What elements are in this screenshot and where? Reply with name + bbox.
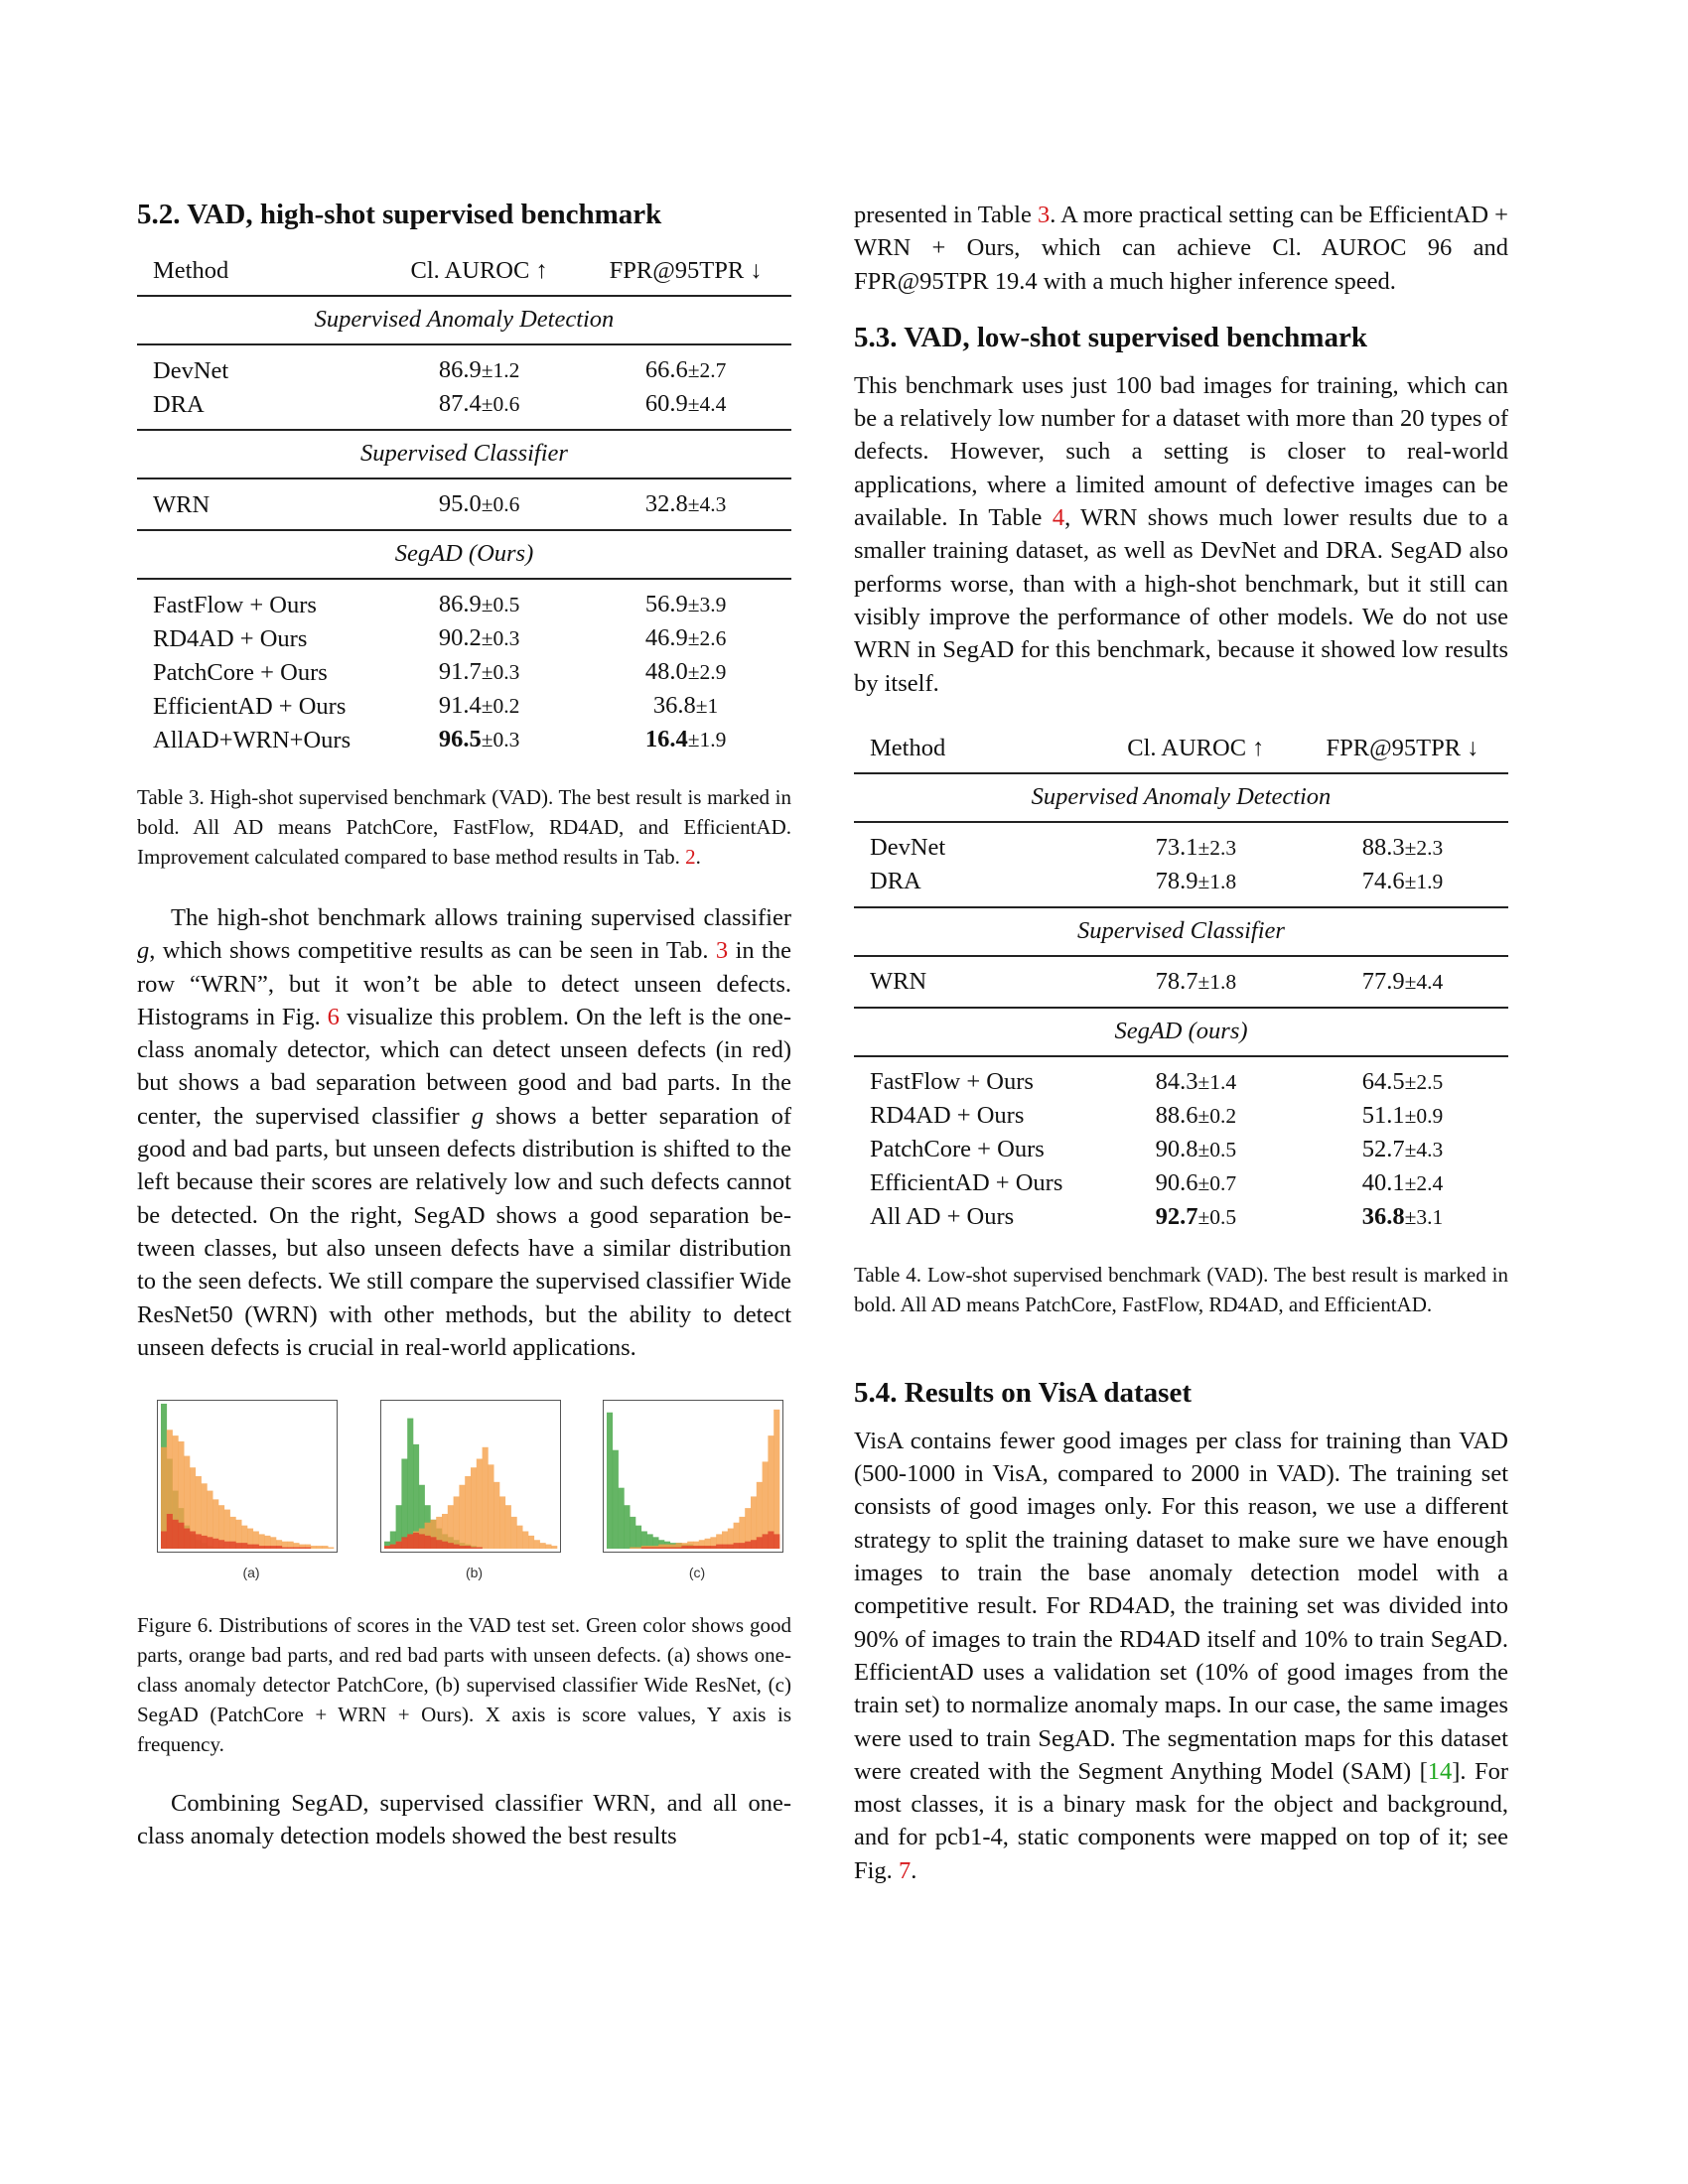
- row-method: EfficientAD + Ours: [870, 1169, 1063, 1197]
- table-row: [854, 1056, 1508, 1099]
- table-section-row: [854, 907, 1508, 956]
- histogram-bar-bad: [539, 1543, 545, 1549]
- histogram-bar-unseen: [264, 1546, 270, 1549]
- fpr-cell: 74.6±1.9: [1361, 867, 1444, 894]
- row-method: PatchCore + Ours: [870, 1136, 1045, 1163]
- fpr-cell: 48.0±2.9: [644, 658, 727, 685]
- fpr-cell: 46.9±2.6: [644, 624, 727, 651]
- section-heading-5-3: 5.3. VAD, low-shot supervised benchmark: [854, 321, 1367, 353]
- histogram-bar-unseen: [247, 1545, 253, 1549]
- table-row: [137, 478, 791, 530]
- auroc-cell: 95.0±0.6: [438, 490, 520, 517]
- table-section-row: [137, 530, 791, 579]
- fpr-cell: 77.9±4.4: [1361, 967, 1444, 995]
- histogram-bar-bad: [551, 1546, 557, 1549]
- row-method: FastFlow + Ours: [153, 591, 317, 618]
- section-title-supervised-classifier: Supervised Classifier: [854, 907, 1508, 956]
- histogram-bar-unseen: [664, 1548, 670, 1549]
- histogram-bar-unseen: [436, 1540, 442, 1549]
- histogram-bar-unseen: [757, 1537, 763, 1549]
- fpr-cell: 36.8±1: [652, 692, 719, 719]
- histogram-bar-bad: [328, 1548, 334, 1549]
- histogram-bar-good: [619, 1488, 625, 1549]
- histogram-bar-unseen: [401, 1537, 407, 1549]
- histogram-bar-unseen: [161, 1532, 167, 1550]
- row-method: DevNet: [870, 834, 946, 862]
- auroc-cell: 86.9±0.5: [438, 591, 520, 617]
- histogram-bar-bad: [317, 1546, 323, 1549]
- histogram-bar-unseen: [471, 1548, 477, 1549]
- histogram-bar-bad: [482, 1447, 488, 1549]
- fpr-cell: 51.1±0.9: [1361, 1101, 1444, 1129]
- histogram-bar-good: [607, 1413, 613, 1549]
- histogram-bar-bad: [510, 1517, 516, 1549]
- histogram-bar-bad: [465, 1476, 471, 1549]
- histogram-bar-unseen: [658, 1548, 664, 1549]
- histogram-bar-unseen: [288, 1548, 294, 1549]
- histogram-bar-unseen: [178, 1523, 184, 1549]
- histogram-panel-a: [157, 1400, 346, 1580]
- table-ref-link[interactable]: 2: [685, 845, 696, 869]
- histogram-bar-unseen: [442, 1542, 448, 1549]
- histogram-bar-unseen: [728, 1545, 734, 1549]
- histogram-bar-unseen: [453, 1545, 459, 1549]
- figure-ref-link[interactable]: 7: [898, 1856, 912, 1884]
- table-row: [137, 344, 791, 387]
- right-column: [854, 197, 1508, 1887]
- row-method: RD4AD + Ours: [870, 1102, 1025, 1130]
- column-header-method: Method: [870, 734, 946, 761]
- histogram-bar-unseen: [241, 1543, 247, 1549]
- section-title-supervised-ad: Supervised Anomaly Detection: [137, 296, 791, 344]
- fpr-cell: 64.5±2.5: [1361, 1067, 1444, 1095]
- table-ref-link[interactable]: 3: [715, 937, 729, 965]
- table-header-row: [854, 730, 1508, 773]
- auroc-cell: 78.7±1.8: [1155, 967, 1237, 995]
- auroc-cell: 88.6±0.2: [1155, 1101, 1237, 1129]
- auroc-cell: 87.4±0.6: [438, 390, 520, 417]
- histogram-bar-unseen: [293, 1548, 299, 1549]
- figure-6-caption: Figure 6. Distributions of scores in the VAD test set. Green color shows good parts, orange bad parts, and red bad parts with unseen defects. (a) shows one-class anomaly detector PatchCore, (b) supervised classifier Wide ResNet, (c) SegAD (PatchCore + WRN + Ours). X axis is score values, Y axis is frequency.: [137, 1613, 791, 1757]
- histogram-bar-unseen: [224, 1542, 230, 1549]
- histogram-bar-good: [407, 1419, 413, 1549]
- histogram-bar-unseen: [465, 1546, 471, 1549]
- table-row: [137, 689, 791, 723]
- table-section-row: [137, 296, 791, 344]
- table-row: [854, 1166, 1508, 1200]
- histogram-bar-bad: [635, 1548, 641, 1549]
- row-method: WRN: [153, 490, 211, 518]
- histogram-bar-good: [624, 1505, 630, 1549]
- table-row: [854, 1099, 1508, 1133]
- histogram-bar-unseen: [774, 1535, 779, 1550]
- histogram-bar-bad: [493, 1482, 499, 1549]
- histogram-panel-b: [380, 1400, 569, 1580]
- histogram-bar-unseen: [670, 1548, 676, 1549]
- row-method: AllAD+WRN+Ours: [153, 726, 352, 753]
- table-row: [137, 655, 791, 689]
- histogram-bar-unseen: [218, 1540, 224, 1549]
- histogram-bar-bad: [630, 1548, 635, 1549]
- histogram-bar-bad: [471, 1467, 477, 1549]
- histogram-bar-unseen: [184, 1529, 190, 1549]
- row-method: EfficientAD + Ours: [153, 692, 347, 720]
- histogram-bar-unseen: [305, 1548, 311, 1549]
- histogram-bar-bad: [453, 1497, 459, 1550]
- histogram-bar-good: [401, 1459, 407, 1550]
- table-header-row: [137, 252, 791, 296]
- histogram-bar-unseen: [253, 1545, 259, 1549]
- row-method: WRN: [870, 968, 927, 996]
- histogram-bar-unseen: [207, 1537, 212, 1549]
- table-4: [854, 730, 1508, 1234]
- histogram-bar-bad: [447, 1505, 453, 1549]
- histogram-bar-unseen: [299, 1548, 305, 1549]
- histogram-bar-unseen: [413, 1533, 419, 1549]
- table-4-caption: Table 4. Low-shot supervised benchmark (VAD). The best result is marked in bold. All AD means PatchCore, FastFlow, RD4AD, and EfficientAD.: [854, 1262, 1508, 1316]
- fpr-cell-best: 16.4±1.9: [644, 726, 727, 752]
- table-row: [137, 579, 791, 621]
- histogram-bar-unseen: [676, 1548, 682, 1549]
- histogram-bar-unseen: [716, 1545, 722, 1549]
- auroc-cell: 73.1±2.3: [1155, 833, 1237, 861]
- histogram-bar-bad: [528, 1536, 534, 1549]
- panel-label-a: (a): [242, 1565, 260, 1581]
- histogram-bar-bad: [488, 1464, 493, 1549]
- histogram-bar-unseen: [418, 1535, 424, 1550]
- section-title-supervised-classifier: Supervised Classifier: [137, 430, 791, 478]
- histogram-bar-unseen: [212, 1539, 218, 1549]
- table-row: [854, 1133, 1508, 1166]
- column-header-auroc: Cl. AUROC ↑: [410, 257, 548, 284]
- histogram-bar-good: [613, 1450, 619, 1549]
- histogram-bar-unseen: [763, 1535, 769, 1550]
- section-heading-5-2: 5.2. VAD, high-shot supervised benchmark: [137, 199, 662, 230]
- histogram-bar-unseen: [173, 1520, 179, 1549]
- histogram-bar-bad: [476, 1459, 482, 1550]
- histogram-bar-unseen: [276, 1546, 282, 1549]
- auroc-cell: 90.2±0.3: [438, 624, 520, 651]
- table-ref-link[interactable]: 4: [1052, 504, 1065, 532]
- histogram-bar-unseen: [751, 1540, 757, 1549]
- column-header-auroc: Cl. AUROC ↑: [1127, 734, 1265, 761]
- histogram-bar-unseen: [745, 1542, 751, 1549]
- auroc-cell: 91.7±0.3: [438, 658, 520, 685]
- histogram-bar-bad: [322, 1546, 328, 1549]
- paragraph-continued: presented in Table 3. A more practical setting can be EfficientAD + WRN + Ours, which can achieve Cl. AUROC 96 and FPR@95TPR 19.4 with a much higher inference speed.: [854, 202, 1508, 295]
- histogram-bar-bad: [504, 1505, 510, 1549]
- row-method: DevNet: [153, 356, 229, 384]
- row-method: FastFlow + Ours: [870, 1068, 1034, 1096]
- figure-6-panels: [137, 1400, 791, 1580]
- histogram-a: [157, 1400, 338, 1553]
- table-3-caption: Table 3. High-shot supervised benchmark (VAD). The best result is marked in bold. All AD means PatchCore, FastFlow, RD4AD, and EfficientAD. Improvement calculated compared to base method results in Tab. 2.: [137, 785, 791, 869]
- row-method: RD4AD + Ours: [153, 624, 308, 652]
- panel-label-c: (c): [688, 1565, 706, 1581]
- table-row: [854, 1200, 1508, 1234]
- histogram-bar-unseen: [270, 1546, 276, 1549]
- histogram-bar-bad: [499, 1497, 505, 1550]
- auroc-cell: 91.4±0.2: [438, 692, 520, 719]
- histogram-bar-bad: [311, 1546, 317, 1549]
- fpr-cell: 52.7±4.3: [1361, 1135, 1444, 1162]
- histogram-bar-unseen: [235, 1543, 241, 1549]
- histogram-bar-bad: [459, 1485, 465, 1549]
- histogram-bar-unseen: [681, 1546, 687, 1549]
- histogram-bar-unseen: [705, 1546, 711, 1549]
- auroc-cell: 90.8±0.5: [1155, 1135, 1237, 1162]
- row-method: DRA: [153, 390, 205, 418]
- column-header-method: Method: [153, 257, 229, 284]
- histogram-bar-good: [635, 1526, 641, 1549]
- row-method: All AD + Ours: [870, 1203, 1015, 1231]
- left-column: [137, 197, 791, 1853]
- histogram-bar-unseen: [384, 1546, 390, 1549]
- section-heading-5-4: 5.4. Results on VisA dataset: [854, 1376, 1192, 1409]
- row-method: PatchCore + Ours: [153, 658, 328, 686]
- histogram-bar-unseen: [734, 1543, 740, 1549]
- histogram-bar-unseen: [652, 1548, 658, 1549]
- histogram-bar-unseen: [202, 1536, 208, 1549]
- histogram-bar-unseen: [389, 1545, 395, 1549]
- histogram-c: [603, 1400, 783, 1553]
- histogram-bar-unseen: [395, 1542, 401, 1549]
- histogram-bar-unseen: [259, 1546, 265, 1549]
- histogram-bar-unseen: [768, 1532, 774, 1550]
- section-title-segad: SegAD (ours): [854, 1008, 1508, 1056]
- histogram-bar-unseen: [196, 1535, 202, 1550]
- histogram-bar-bad: [533, 1540, 539, 1549]
- panel-label-b: (b): [465, 1565, 484, 1581]
- table-section-row: [854, 1008, 1508, 1056]
- fpr-cell: 88.3±2.3: [1361, 833, 1444, 861]
- table-3: [137, 252, 791, 756]
- section-title-segad: SegAD (Ours): [137, 530, 791, 579]
- table-row: [854, 865, 1508, 907]
- histogram-bar-unseen: [190, 1532, 196, 1550]
- histogram-bar-unseen: [430, 1537, 436, 1549]
- histogram-bar-unseen: [167, 1514, 173, 1549]
- row-method: DRA: [870, 868, 921, 895]
- histogram-bar-bad: [516, 1526, 522, 1549]
- histogram-b: [380, 1400, 561, 1553]
- histogram-bar-bad: [545, 1545, 551, 1549]
- paragraph-high-shot: The high-shot benchmark allows training supervised classifier g, which shows competitive results as can be seen in Tab. 3 in the row “WRN”, but it won’t be able to detect unseen defects. Histograms in Fig. 6 visualize this problem. On the left is the one-class anomaly detector, which can detect unseen defects (in red) but shows a bad separation between good and bad parts. In the center, the supervised classifier g shows a better separation of good and bad parts, but unseen defects distribution is shifted to the left because their scores are relatively low and such defects cannot be detected. On the right, SegAD shows a good separation between classes, but also unseen defects have a similar distribution to the seen defects. We still compare the supervised classifier Wide ResNet50 (WRN) with other methods, but the ability to detect unseen defects is crucial in real-world applications.: [137, 904, 791, 1361]
- table-ref-link[interactable]: 3: [1037, 202, 1051, 228]
- column-header-fpr: FPR@95TPR ↓: [609, 257, 763, 284]
- figure-6: [137, 1400, 791, 1759]
- table-section-row: [137, 430, 791, 478]
- fpr-cell: 56.9±3.9: [644, 591, 727, 617]
- auroc-cell: 78.9±1.8: [1155, 867, 1237, 894]
- paragraph-low-shot: This benchmark uses just 100 bad images for training, which can be a relatively low number for a dataset with more than 20 types of defects. However, such a setting is closer to real-world applications, where a limited amount of defective images can be available. In Table 4, WRN shows much lower results due to a smaller training dataset, as well as DevNet and DRA. SegAD also performs worse, than with a high-shot benchmark, but it still can visibly improve the performance of other models. We do not use WRN in SegAD for this benchmark, because it showed low results by itself.: [854, 371, 1508, 697]
- histogram-bar-unseen: [687, 1546, 693, 1549]
- histogram-bar-unseen: [476, 1548, 482, 1549]
- auroc-cell-best: 92.7±0.5: [1155, 1202, 1237, 1230]
- paragraph-visa: VisA contains fewer good images per class for training than VAD (500-1000 in VisA, compared to 2000 in VAD). The training set consists of good images only. For this reason, we use a different strategy to split the training dataset to make sure we have enough images to train the base anomaly detection model with a competitive result. For RD4AD, the training set was divided into 90% of images to train the RD4AD itself and 10% to train SegAD. EfficientAD uses a validation set (10% of good images from the train set) to normalize anomaly maps. In our case, the same images were used to train SegAD. The segmentation maps for this dataset were created with the Segment Anything Model (SAM) [14]. For most classes, it is a binary mask for the object and background, and for pcb1-4, static components were mapped on top of it; see Fig. 7.: [854, 1427, 1508, 1884]
- table-row: [137, 723, 791, 756]
- histogram-bar-unseen: [230, 1542, 236, 1549]
- histogram-bar-unseen: [641, 1548, 647, 1549]
- auroc-cell: 90.6±0.7: [1155, 1168, 1237, 1196]
- histogram-bar-bad: [774, 1410, 779, 1549]
- histogram-bar-unseen: [710, 1546, 716, 1549]
- table-row: [854, 956, 1508, 1008]
- histogram-bar-unseen: [407, 1535, 413, 1550]
- fpr-cell: 66.6±2.7: [644, 356, 727, 383]
- column-header-fpr: FPR@95TPR ↓: [1326, 734, 1479, 761]
- histogram-bar-unseen: [424, 1536, 430, 1549]
- citation-link[interactable]: 14: [1427, 1757, 1453, 1785]
- histogram-panel-c: [603, 1400, 791, 1580]
- histogram-bar-unseen: [282, 1548, 288, 1549]
- histogram-bar-unseen: [739, 1543, 745, 1549]
- histogram-bar-unseen: [459, 1546, 465, 1549]
- table-row: [137, 621, 791, 655]
- section-title-supervised-ad: Supervised Anomaly Detection: [854, 773, 1508, 822]
- auroc-cell: 86.9±1.2: [438, 356, 520, 383]
- table-row: [137, 387, 791, 430]
- fpr-cell: 60.9±4.4: [644, 390, 727, 417]
- fpr-cell-best: 36.8±3.1: [1361, 1202, 1444, 1230]
- histogram-bar-unseen: [722, 1545, 728, 1549]
- paragraph-combining: Combining SegAD, supervised classifier WRN, and all one-class anomaly detection models showed the best results: [137, 1790, 791, 1850]
- histogram-bar-unseen: [447, 1543, 453, 1549]
- table-section-row: [854, 773, 1508, 822]
- auroc-cell: 84.3±1.4: [1155, 1067, 1237, 1095]
- histogram-bar-good: [630, 1517, 635, 1549]
- fpr-cell: 32.8±4.3: [644, 490, 727, 517]
- histogram-bar-unseen: [699, 1546, 705, 1549]
- fpr-cell: 40.1±2.4: [1361, 1168, 1444, 1196]
- figure-ref-link[interactable]: 6: [327, 1003, 340, 1030]
- table-row: [854, 822, 1508, 865]
- auroc-cell-best: 96.5±0.3: [438, 726, 520, 752]
- histogram-bar-unseen: [693, 1546, 699, 1549]
- histogram-bar-bad: [522, 1532, 528, 1550]
- histogram-bar-unseen: [647, 1548, 653, 1549]
